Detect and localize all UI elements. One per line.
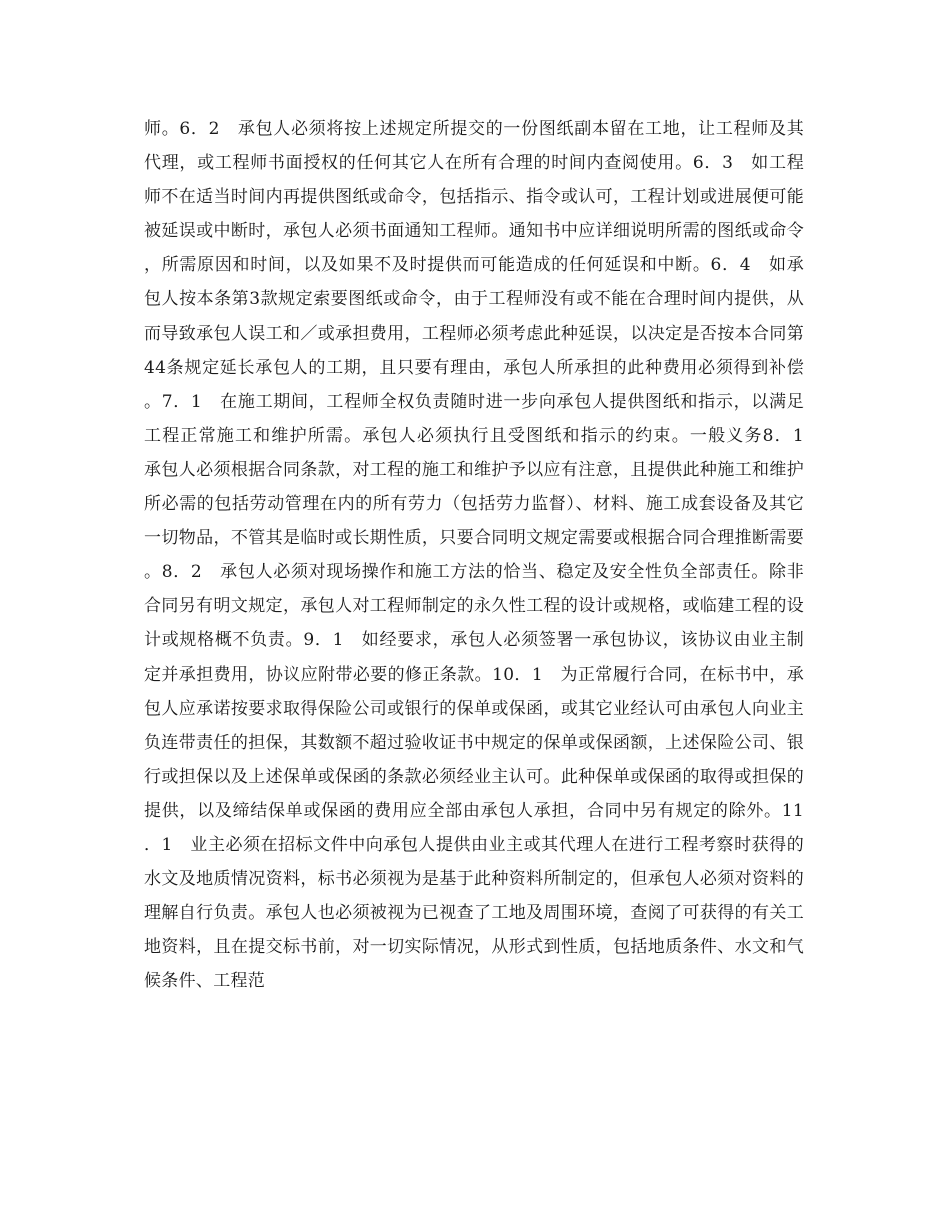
body-paragraph: 师。6．2 承包人必须将按上述规定所提交的一份图纸副本留在工地，让工程师及其代理，或工程师书面授权的任何其它人在所有合理的时间内查阅使用。6．3 如工程师不在适当时间内再提供图纸或命令，包括指示、指令或认可，工程计划或进展便可能被延误或中断时，承包人必须书面通知工程师。通知书中应详细说明所需的图纸或命令，所需原因和时间，以及如果不及时提供而可能造成的任何延误和中断。6．4 如承包人按本条第3款规定索要图纸或命令，由于工程师没有或不能在合理时间内提供，从而导致承包人误工和／或承担费用，工程师必须考虑此种延误，以决定是否按本合同第44条规定延长承包人的工期，且只要有理由，承包人所承担的此种费用必须得到补偿。7．1 在施工期间，工程师全权负责随时进一步向承包人提供图纸和指示，以满足工程正常施工和维护所需。承包人必须执行且受图纸和指示的约束。一般义务8．1 承包人必须根据合同条款，对工程的施工和维护予以应有注意，且提供此种施工和维护所必需的包括劳动管理在内的所有劳力（包括劳力监督）、材料、施工成套设备及其它一切物品，不管其是临时或长期性质，只要合同明文规定需要或根据合同合理推断需要。8．2 承包人必须对现场操作和施工方法的恰当、稳定及安全性负全部责任。除非合同另有明文规定，承包人对工程师制定的永久性工程的设计或规格，或临建工程的设计或规格概不负责。9．1 如经要求，承包人必须签署一承包协议，该协议由业主制定并承担费用，协议应附带必要的修正条款。10．1 为正常履行合同，在标书中，承包人应承诺按要求取得保险公司或银行的保单或保函，或其它业经认可由承包人向业主负连带责任的担保，其数额不超过验收证书中规定的保单或保函额，上述保险公司、银行或担保以及上述保单或保函的条款必须经业主认可。此种保单或保函的取得或担保的提供，以及缔结保单或保函的费用应全部由承包人承担，合同中另有规定的除外。11．1 业主必须在招标文件中向承包人提供由业主或其代理人在进行工程考察时获得的水文及地质情况资料，标书必须视为是基于此种资料所制定的，但承包人必须对资料的理解自行负责。承包人也必须被视为已视查了工地及周围环境，查阅了可获得的有关工地资料，且在提交标书前，对一切实际情况，从形式到性质，包括地质条件、水文和气候条件、工程范 — [144, 119, 822, 992]
